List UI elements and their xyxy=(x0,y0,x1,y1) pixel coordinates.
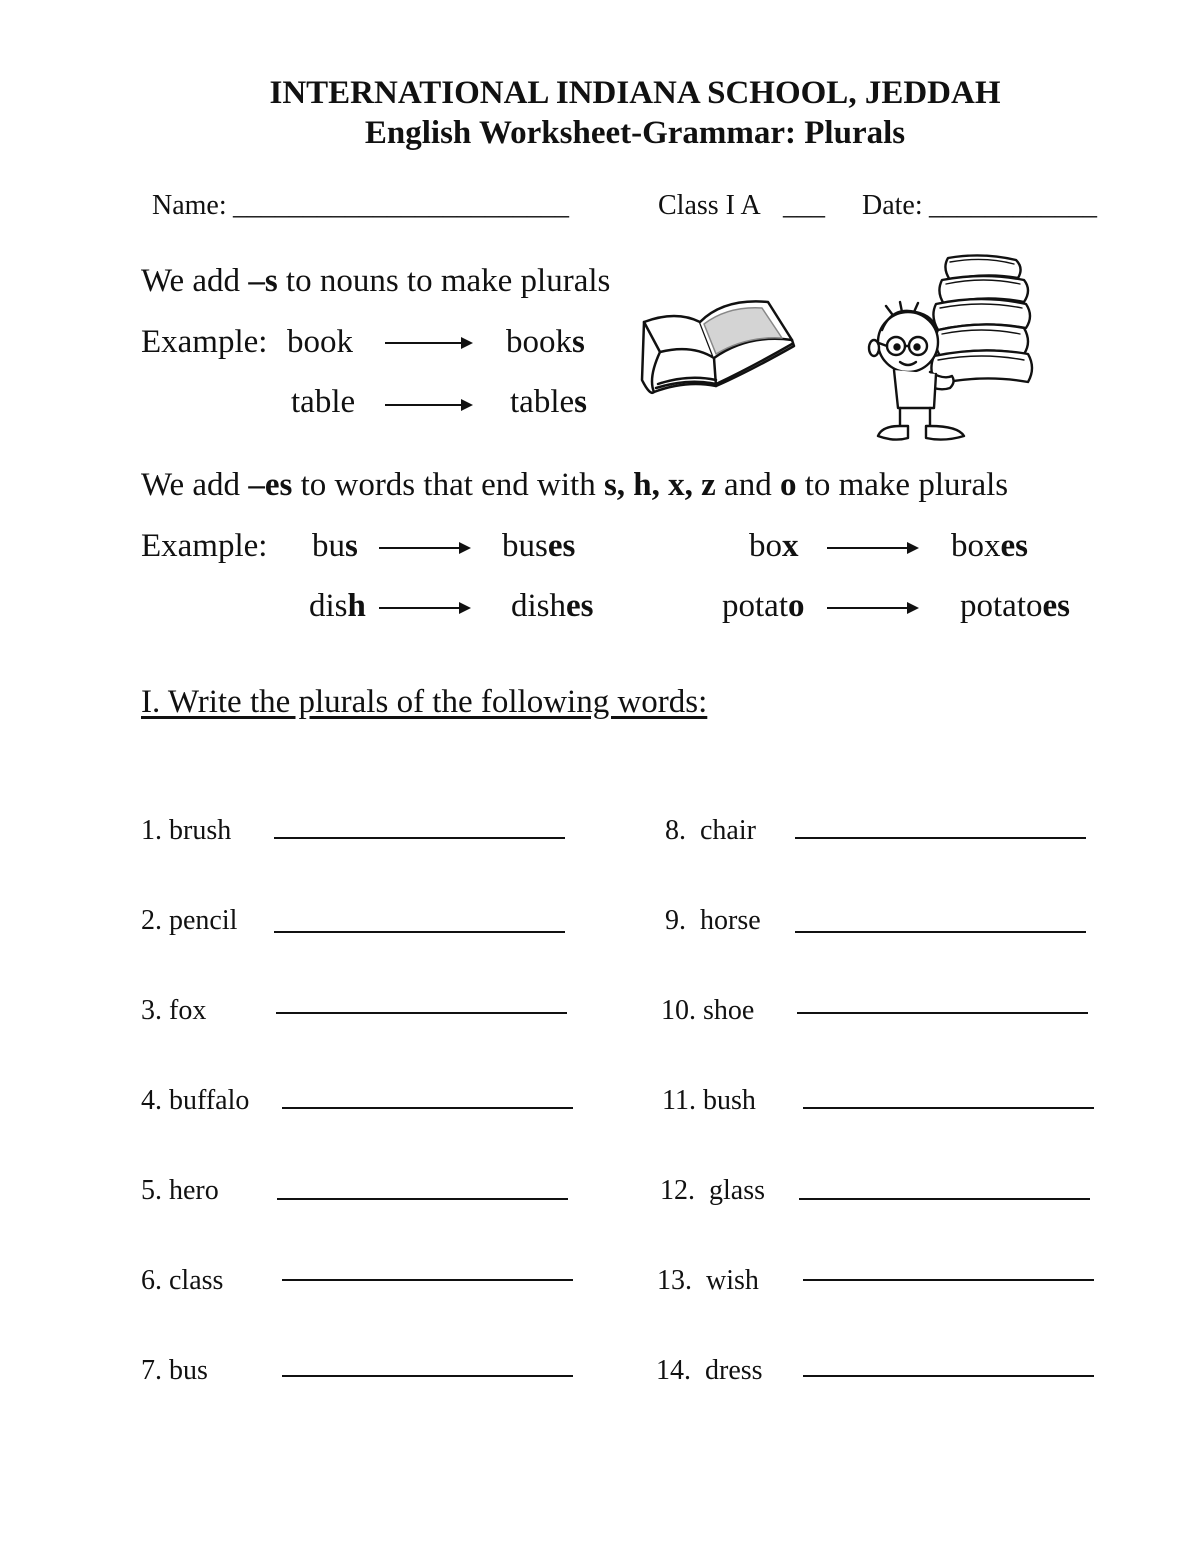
date-label: Date: xyxy=(862,190,923,221)
example-plural-buses: buses xyxy=(502,528,576,564)
list-item: 9. horse xyxy=(665,905,761,936)
list-item: 8. chair xyxy=(665,815,756,846)
example-word-dish: dish xyxy=(309,588,366,624)
arrow-icon xyxy=(379,607,469,609)
example-word-table: table xyxy=(291,384,356,420)
example-label: Example: xyxy=(141,324,268,360)
arrow-icon xyxy=(827,607,917,609)
list-item: 12. glass xyxy=(660,1175,765,1206)
answer-line[interactable] xyxy=(795,931,1086,933)
arrow-icon xyxy=(379,547,469,549)
example-label: Example: xyxy=(141,528,268,564)
list-item: 14. dress xyxy=(656,1355,763,1386)
arrow-icon xyxy=(385,342,471,344)
answer-line[interactable] xyxy=(795,837,1086,839)
date-blank[interactable]: ____________ xyxy=(929,190,1097,221)
boy-carrying-books-illustration xyxy=(864,250,1044,446)
answer-line[interactable] xyxy=(803,1279,1094,1281)
school-title: INTERNATIONAL INDIANA SCHOOL, JEDDAH xyxy=(269,75,1001,111)
name-label: Name: xyxy=(152,190,227,221)
example-plural-books: books xyxy=(506,324,585,360)
list-item: 6. class xyxy=(141,1265,224,1296)
example-plural-tables: tables xyxy=(510,384,587,420)
list-item: 4. buffalo xyxy=(141,1085,250,1116)
open-book-illustration xyxy=(636,292,800,404)
example-word-potato: potato xyxy=(722,588,805,624)
answer-line[interactable] xyxy=(797,1012,1088,1014)
answer-line[interactable] xyxy=(799,1198,1090,1200)
example-word-book: book xyxy=(287,324,353,360)
list-item: 1. brush xyxy=(141,815,232,846)
example-plural-boxes: boxes xyxy=(951,528,1028,564)
answer-line[interactable] xyxy=(274,837,565,839)
list-item: 5. hero xyxy=(141,1175,219,1206)
answer-line[interactable] xyxy=(803,1375,1094,1377)
answer-line[interactable] xyxy=(282,1279,573,1281)
answer-line[interactable] xyxy=(803,1107,1094,1109)
answer-line[interactable] xyxy=(282,1375,573,1377)
class-blank[interactable]: ___ xyxy=(783,190,825,221)
answer-line[interactable] xyxy=(274,931,565,933)
list-item: 3. fox xyxy=(141,995,207,1026)
exercise-heading: I. Write the plurals of the following words: xyxy=(141,684,708,720)
answer-line[interactable] xyxy=(276,1012,567,1014)
example-word-bus: bus xyxy=(312,528,358,564)
answer-line[interactable] xyxy=(277,1198,568,1200)
list-item: 10. shoe xyxy=(661,995,755,1026)
rule-s-text: We add –s to nouns to make plurals xyxy=(141,263,611,299)
example-plural-dishes: dishes xyxy=(511,588,594,624)
example-word-box: box xyxy=(749,528,799,564)
list-item: 13. wish xyxy=(657,1265,759,1296)
arrow-icon xyxy=(827,547,917,549)
example-plural-potatoes: potatoes xyxy=(960,588,1070,624)
worksheet-subtitle: English Worksheet-Grammar: Plurals xyxy=(364,115,906,151)
class-label: Class I A xyxy=(658,190,761,221)
answer-line[interactable] xyxy=(282,1107,573,1109)
arrow-icon xyxy=(385,404,471,406)
list-item: 7. bus xyxy=(141,1355,208,1386)
name-blank[interactable]: ________________________ xyxy=(233,190,569,221)
list-item: 2. pencil xyxy=(141,905,238,936)
list-item: 11. bush xyxy=(662,1085,756,1116)
rule-es-text: We add –es to words that end with s, h, x, z and o to make plurals xyxy=(141,467,1009,503)
